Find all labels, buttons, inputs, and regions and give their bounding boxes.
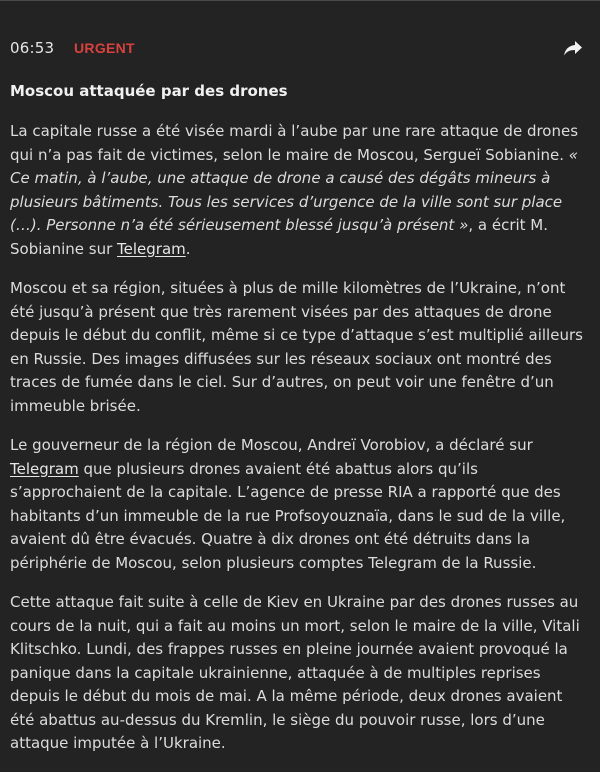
quote: « Ce matin, à l’aube, une attaque de drone a causé des dégâts mineurs à plusieurs bâtiments. Tous les services d’urgence de la ville sont sur place (…). Personne n’a été sérieusement blessé jusqu’à présent » (10, 145, 579, 234)
paragraph-3 (10, 434, 590, 575)
telegram-link[interactable]: Telegram (10, 459, 79, 478)
article-title: Moscou attaquée par des drones (10, 82, 288, 100)
paragraph-4: Cette attaque fait suite à celle de Kiev en Ukraine par des drones russes au cours de la nuit, qui a fait au moins un mort, selon le maire de la ville, Vitali Klitschko. Lundi, des frappes russes en pleine journée avaient provoqué la panique dans la capitale ukrainienne, attaquée à de multiples reprises depuis le début du mois de mai. A la même période, deux drones avaient été abattus au-dessus du Kremlin, le siège du pouvoir russe, lors d’une attaque imputée à l’Ukraine. (10, 593, 580, 752)
paragraph-text: que plusieurs drones avaient été abattus alors qu’ils s’approchaient de la capitale. L’agence de presse RIA a rapporté que des habitants d’un immeuble de la rue Profsoyouznaïa, dans le sud de la ville, avaient dû être évacués. Quatre à dix drones ont été détruits dans la périphérie de Moscou, selon plusieurs comptes Telegram de la Russie. (10, 459, 566, 572)
urgent-badge: URGENT (74, 40, 135, 56)
paragraph-2: Moscou et sa région, situées à plus de mille kilomètres de l’Ukraine, n’ont été jusqu’à présent que très rarement visées par des attaques de drone depuis le début du conflit, même si ce type d’attaque s’est multiplié ailleurs en Russie. Des images diffusées sur les réseaux sociaux ont montré des traces de fumée dans le ciel. Sur d’autres, on peut voir une fenêtre d’un immeuble brisée. (10, 279, 583, 415)
telegram-link[interactable]: Telegram (117, 239, 186, 258)
live-entry-header (10, 38, 590, 60)
entry-time: 06:53 (10, 39, 55, 57)
paragraph-text: . (185, 239, 191, 258)
article-body (10, 120, 590, 772)
share-icon[interactable] (562, 38, 584, 58)
top-divider (0, 0, 600, 1)
paragraph-text: , a écrit M. Sobianine sur (10, 216, 549, 258)
paragraph-text: Le gouverneur de la région de Moscou, Andreï Vorobiov, a déclaré sur (10, 436, 533, 454)
paragraph-text: La capitale russe a été visée mardi à l’aube par une rare attaque de drones qui n’a pas fait de victimes, selon le maire de Moscou, Sergueï Sobianine. (10, 122, 579, 164)
paragraph-1 (10, 120, 590, 261)
